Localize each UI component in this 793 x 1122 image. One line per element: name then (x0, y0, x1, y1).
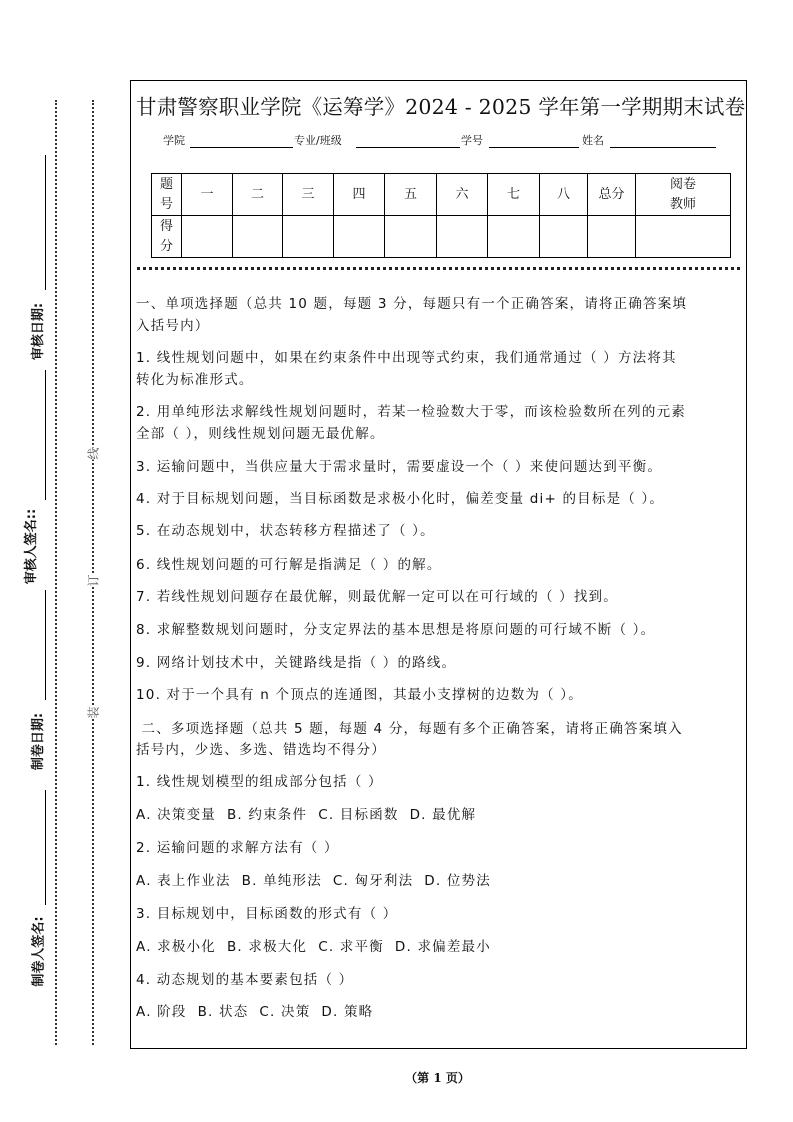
score-table (151, 173, 731, 258)
grader-text: 教师 (669, 196, 696, 212)
reviewer-signature-label: 审核人签名:: (24, 508, 40, 585)
row-label-question (152, 174, 182, 216)
name-input[interactable] (610, 147, 716, 148)
table-row (152, 174, 731, 216)
label-char: 分 (159, 238, 173, 254)
preparer-signature-label: 制卷人签名: (31, 916, 47, 987)
question-1: 转化为标准形式。 (136, 372, 254, 388)
col-header-grader (636, 174, 731, 216)
score-cell[interactable] (233, 216, 283, 258)
mc-question-3: 3. 目标规划中，目标函数的形式有（ ） (136, 906, 398, 922)
row-label-score (152, 216, 182, 258)
section2-heading: 括号内，少选、多选、错选均不得分） (136, 742, 386, 758)
col-header: 三 (283, 174, 334, 216)
signature-line (45, 155, 46, 290)
col-header: 四 (334, 174, 385, 216)
col-header: 一 (182, 174, 233, 216)
score-cell[interactable] (385, 216, 437, 258)
label-char: 号 (159, 196, 173, 212)
major-class-label: 专业/班级 (294, 134, 342, 147)
major-class-input[interactable] (356, 147, 460, 148)
student-id-input[interactable] (489, 147, 579, 148)
score-cell[interactable] (636, 216, 731, 258)
signature-line (45, 590, 46, 700)
col-header: 六 (437, 174, 488, 216)
prepare-date-label: 制卷日期: (31, 712, 47, 771)
score-cell[interactable] (182, 216, 233, 258)
question-10: 10. 对于一个具有 n 个顶点的连通图，其最小支撑树的边数为（ ）。 (136, 687, 583, 703)
bind-char-zhuang: 装 (86, 706, 101, 719)
label-char: 得 (159, 218, 173, 234)
question-6: 6. 线性规划问题的可行解是指满足（ ）的解。 (136, 557, 442, 573)
mc-question-1: 1. 线性规划模型的组成部分包括（ ） (136, 774, 383, 790)
dotted-separator (137, 267, 740, 270)
question-1: 1. 线性规划问题中，如果在约束条件中出现等式约束，我们通常通过（ ）方法将其 (136, 350, 677, 366)
question-2: 全部（ ），则线性规划问题无最优解。 (136, 426, 385, 442)
cut-line-inner (92, 100, 94, 1045)
bind-char-xian: 线 (86, 447, 101, 460)
question-3: 3. 运输问题中，当供应量大于需求量时，需要虚设一个（ ）来使问题达到平衡。 (136, 459, 663, 475)
label-char: 题 (159, 176, 173, 192)
question-9: 9. 网络计划技术中，关键路线是指（ ）的路线。 (136, 655, 457, 671)
table-row (152, 216, 731, 258)
student-id-label: 学号 (461, 134, 483, 147)
cut-line-outer (55, 100, 57, 1045)
question-5: 5. 在动态规划中，状态转移方程描述了（ ）。 (136, 523, 435, 539)
mc-options-3: A. 求极小化 B. 求极大化 C. 求平衡 D. 求偏差最小 (136, 939, 491, 955)
mc-options-4: A. 阶段 B. 状态 C. 决策 D. 策略 (136, 1004, 374, 1020)
score-cell[interactable] (588, 216, 636, 258)
score-cell[interactable] (540, 216, 588, 258)
mc-question-4: 4. 动态规划的基本要素包括（ ） (136, 972, 354, 988)
mc-options-1: A. 决策变量 B. 约束条件 C. 目标函数 D. 最优解 (136, 807, 477, 823)
review-date-label: 审核日期: (31, 302, 47, 361)
mc-question-2: 2. 运输问题的求解方法有（ ） (136, 840, 339, 856)
section2-heading: 二、多项选择题（总共 5 题，每题 4 分，每题有多个正确答案，请将正确答案填入 (136, 721, 683, 737)
col-header: 七 (488, 174, 540, 216)
signature-line (45, 790, 46, 905)
question-8: 8. 求解整数规划问题时，分支定界法的基本思想是将原问题的可行域不断（ ）。 (136, 622, 656, 638)
score-cell[interactable] (488, 216, 540, 258)
name-label: 姓名 (582, 134, 604, 147)
college-input[interactable] (190, 147, 293, 148)
page-title: 甘肃警察职业学院《运筹学》2024 - 2025 学年第一学期期末试卷 (136, 95, 746, 119)
score-cell[interactable] (437, 216, 488, 258)
section1-heading: 一、单项选择题（总共 10 题，每题 3 分，每题只有一个正确答案，请将正确答案填 (136, 296, 688, 312)
mc-options-2: A. 表上作业法 B. 单纯形法 C. 匈牙利法 D. 位势法 (136, 873, 491, 889)
page-number: （第 1 页） (405, 1071, 470, 1085)
col-header: 二 (233, 174, 283, 216)
question-2: 2. 用单纯形法求解线性规划问题时，若某一检验数大于零，而该检验数所在列的元素 (136, 404, 686, 420)
section1-heading: 入括号内） (136, 318, 210, 334)
col-header: 八 (540, 174, 588, 216)
college-label: 学院 (163, 134, 185, 147)
grader-text: 阅卷 (669, 176, 696, 192)
col-header: 五 (385, 174, 437, 216)
question-7: 7. 若线性规划问题存在最优解，则最优解一定可以在可行域的（ ）找到。 (136, 589, 618, 605)
score-cell[interactable] (334, 216, 385, 258)
col-header-total: 总分 (588, 174, 636, 216)
bind-char-ding: 订 (86, 574, 101, 587)
question-4: 4. 对于目标规划问题，当目标函数是求极小化时，偏差变量 di+ 的目标是（ ）。 (136, 491, 665, 507)
score-cell[interactable] (283, 216, 334, 258)
signature-line (45, 370, 46, 500)
